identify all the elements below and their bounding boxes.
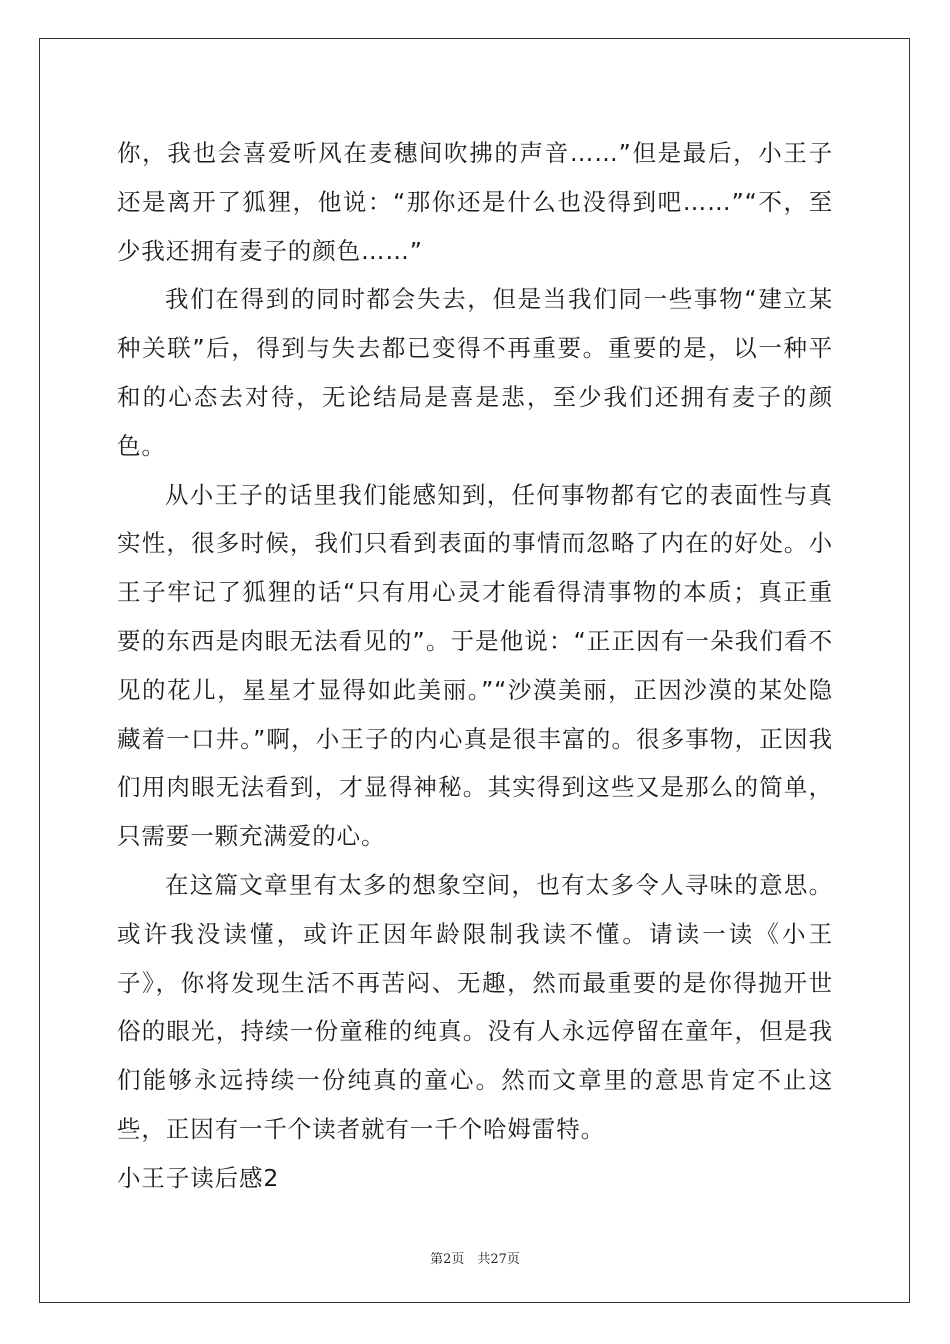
paragraph-2: 我们在得到的同时都会失去，但是当我们同一些事物“建立某种关联”后，得到与失去都已变得不再重要。重要的是，以一种平和的心态去对待，无论结局是喜是悲，至少我们还拥有麦子的颜色。 (117, 285, 833, 460)
paragraph-4: 在这篇文章里有太多的想象空间，也有太多令人寻味的意思。或许我没读懂，或许正因年龄限制我读不懂。请读一读《小王子》，你将发现生活不再苦闷、无趣，然而最重要的是你得抛开世俗的眼光，持续一份童稚的纯真。没有人永远停留在童年，但是我们能够永远持续一份纯真的童心。然而文章里的意思肯定不止这些，正因有一千个读者就有一千个哈姆雷特。 (117, 870, 833, 1143)
paragraph-3: 从小王子的话里我们能感知到，任何事物都有它的表面性与真实性，很多时候，我们只看到表面的事情而忽略了内在的好处。小王子牢记了狐狸的话“只有用心灵才能看得清事物的本质；真正重要的东西是肉眼无法看见的”。于是他说：“正正因有一朵我们看不见的花儿，星星才显得如此美丽。”“沙漠美丽，正因沙漠的某处隐藏着一口井。”啊，小王子的内心真是很丰富的。很多事物，正因我们用肉眼无法看到，才显得神秘。其实得到这些又是那么的简单，只需要一颗充满爱的心。 (117, 480, 833, 851)
paragraph-1: 你，我也会喜爱听风在麦穗间吹拂的声音……”但是最后，小王子还是离开了狐狸，他说：“那你还是什么也没得到吧……”“不，至少我还拥有麦子的颜色……” (117, 139, 833, 265)
document-body (117, 129, 833, 1203)
page-number-footer: 第2页 共27页 (430, 1252, 520, 1267)
section-heading: 小王子读后感2 (117, 1163, 280, 1192)
